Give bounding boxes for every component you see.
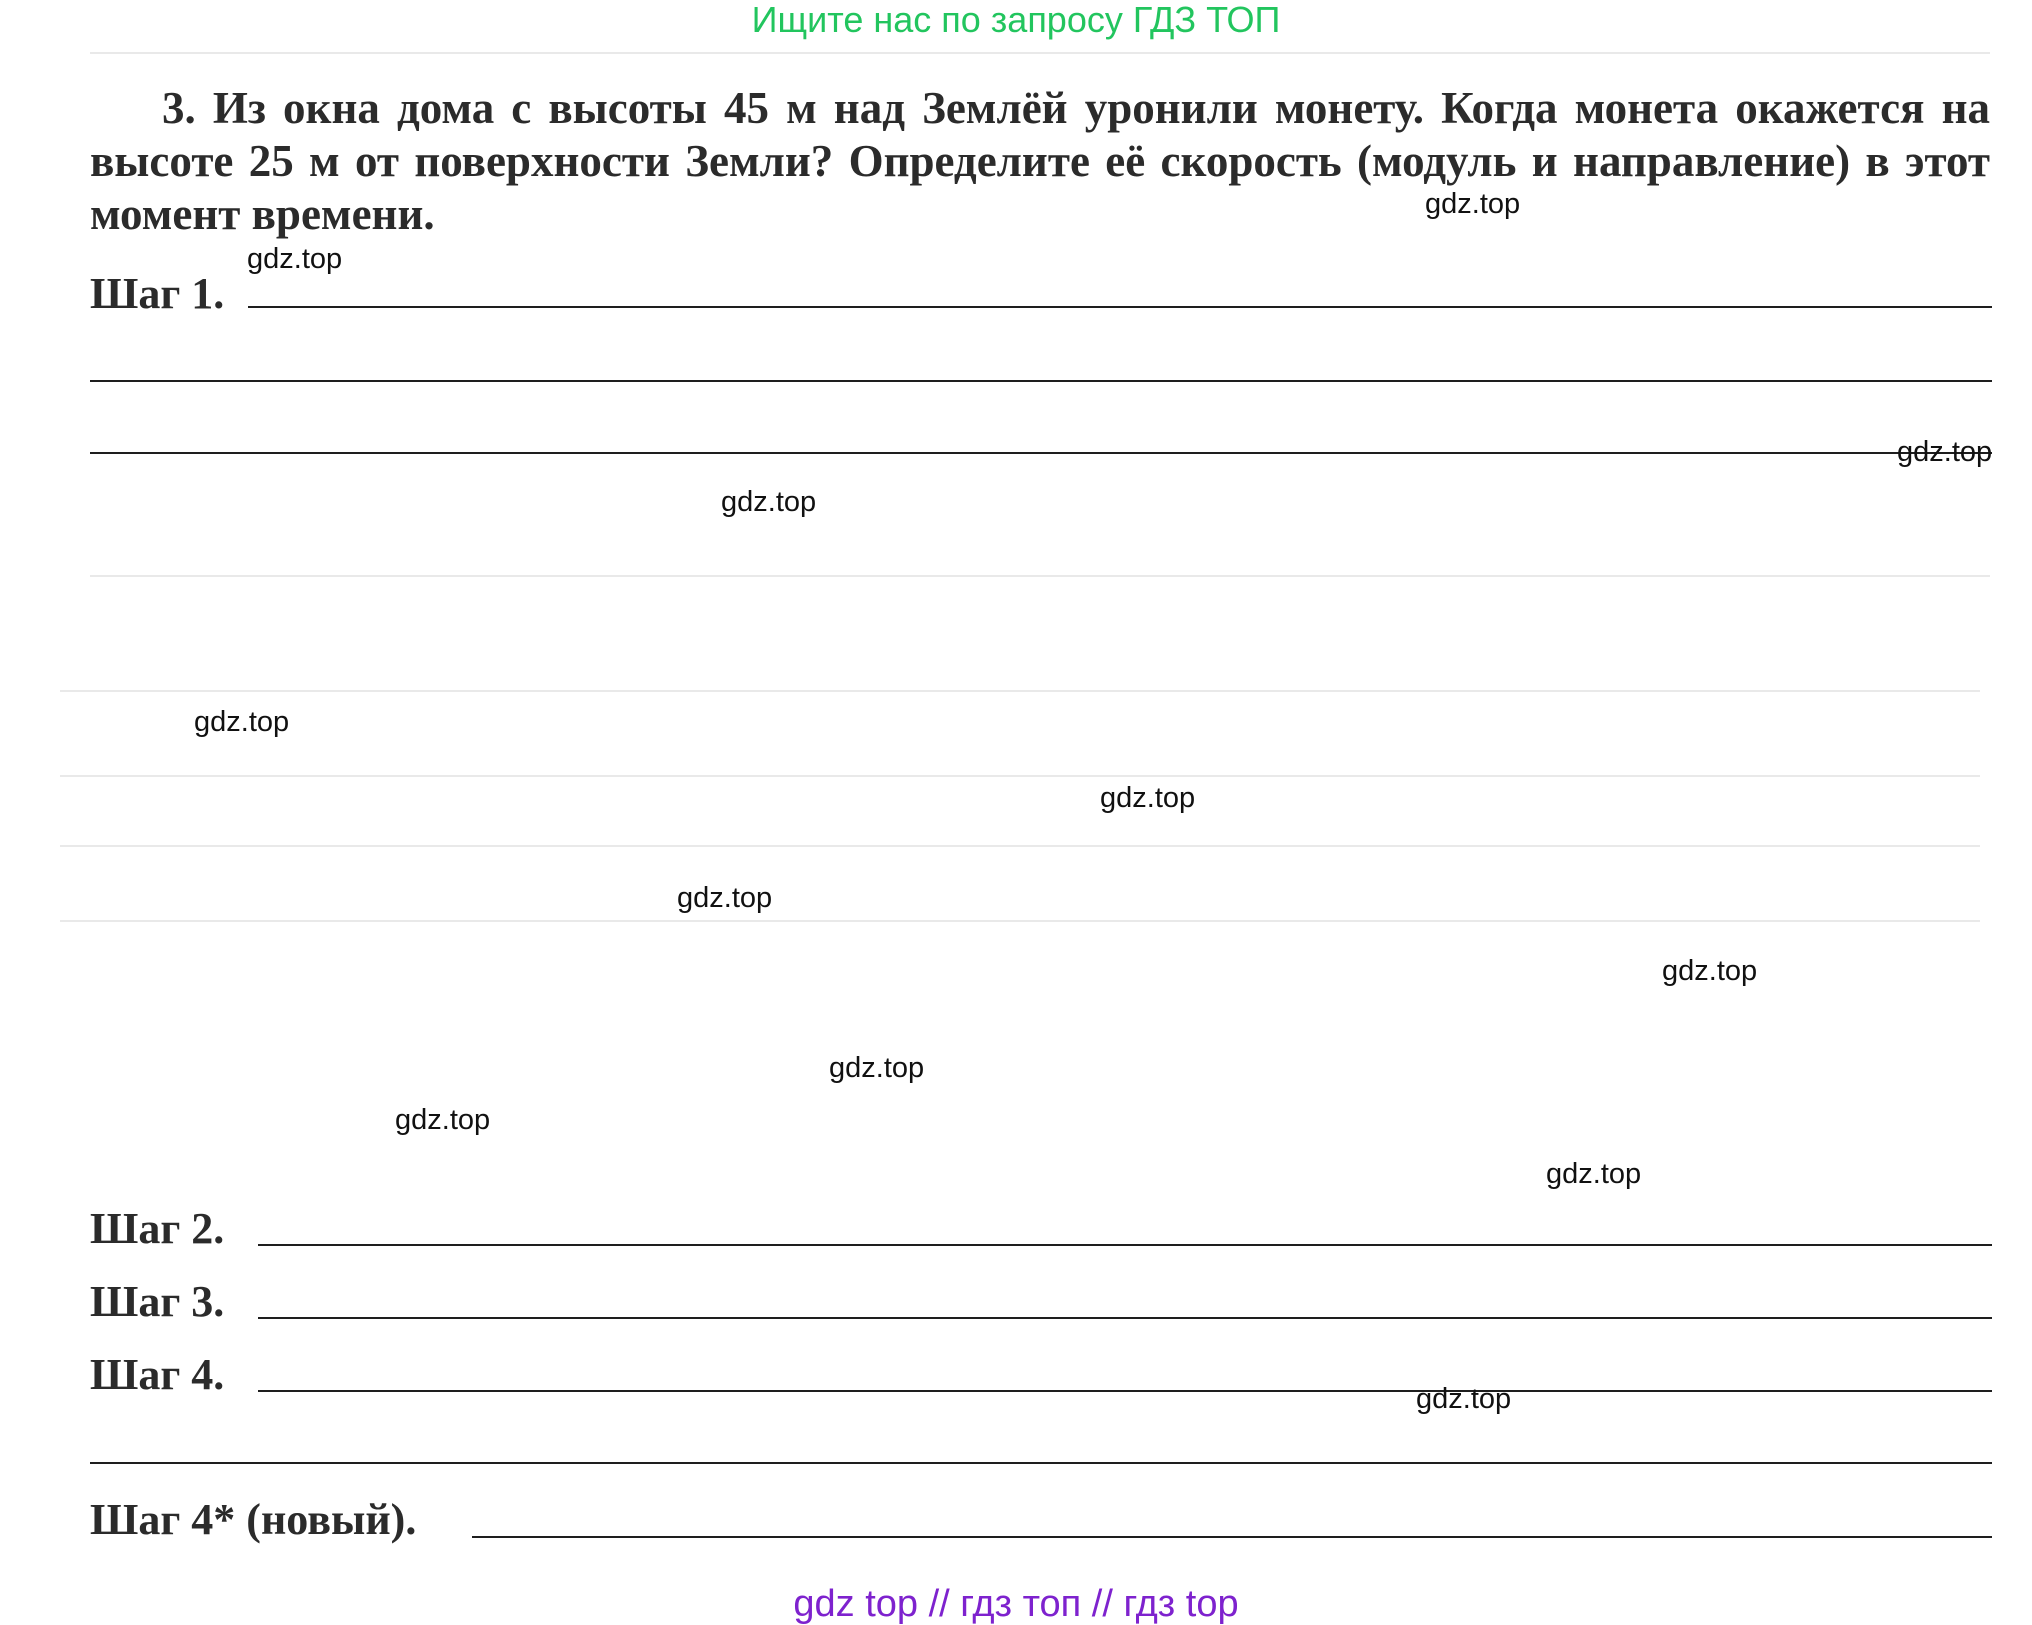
answer-line[interactable] [90,380,1992,382]
answer-line[interactable] [90,452,1992,454]
watermark: gdz.top [1100,782,1196,814]
answer-line[interactable] [248,306,1992,308]
answer-line[interactable] [258,1244,1992,1246]
problem-number: 3. [162,83,196,133]
watermark: gdz.top [1416,1383,1512,1415]
step-4-label: Шаг 4. [90,1350,225,1399]
step-2-label: Шаг 2. [90,1204,225,1253]
search-banner: Ищите нас по запросу ГДЗ ТОП [751,0,1281,40]
problem-text: Из окна дома с высоты 45 м над Землёй уронили монету. Когда монета окажется на высоте 25 м от поверхности Земли? Определите её скорость (модуль и направление) в этот момент времени. [90,83,1991,239]
watermark: gdz.top [677,882,773,914]
watermark: gdz.top [1897,436,1993,468]
answer-line[interactable] [90,1462,1992,1464]
bleed-line [90,52,1990,54]
watermark: gdz.top [1546,1158,1642,1190]
bleed-line [60,775,1980,777]
watermark: gdz.top [829,1052,925,1084]
bleed-line [60,845,1980,847]
bleed-line [60,690,1980,692]
answer-line[interactable] [472,1536,1992,1538]
watermark: gdz.top [247,243,343,275]
watermark: gdz.top [1425,188,1521,220]
watermark: gdz.top [194,706,290,738]
step-1-label: Шаг 1. [90,269,225,318]
step-4-new-label: Шаг 4* (новый). [90,1495,417,1544]
step-3-label: Шаг 3. [90,1277,225,1326]
problem-3 [90,82,1990,241]
watermark: gdz.top [721,486,817,518]
bleed-line [90,575,1990,577]
watermark: gdz.top [395,1104,491,1136]
footer-banner: gdz top // гдз топ // гдз top [793,1583,1239,1625]
answer-line[interactable] [258,1390,1992,1392]
watermark: gdz.top [1662,955,1758,987]
bleed-line [60,920,1980,922]
answer-line[interactable] [258,1317,1992,1319]
